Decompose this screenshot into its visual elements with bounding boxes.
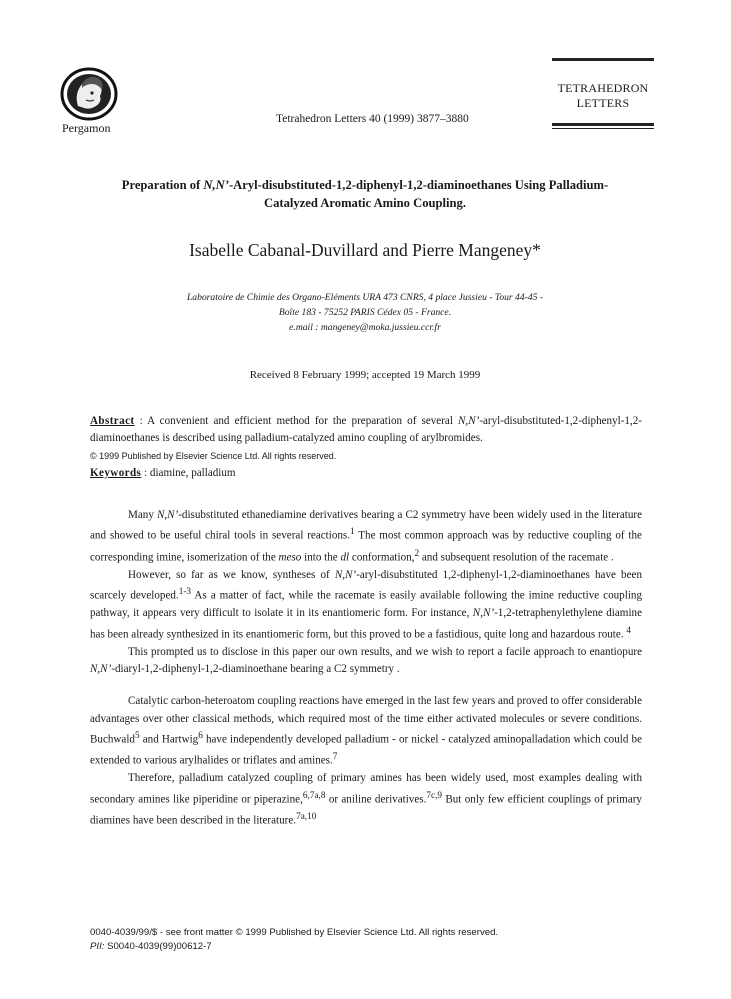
abstract-text: : A convenient and efficient method for the preparation of several bbox=[134, 415, 459, 427]
article-title bbox=[100, 176, 630, 212]
affiliation bbox=[100, 290, 630, 335]
affiliation-line2: Boîte 183 - 75252 PARIS Cédex 05 - France. bbox=[278, 307, 452, 318]
affiliation-line1: Laboratoire de Chimie des Organo-Eléments URA 473 CNRS, 4 place Jussieu - Tour 44-45 - bbox=[186, 292, 544, 303]
keywords-label: Keywords bbox=[90, 467, 142, 480]
abstract-text-cont: -aryl-disubstituted-1,2-diphenyl-1,2-diaminoethanes is described using palladium-catalyzed amino coupling of arylbromides. bbox=[90, 415, 642, 445]
title-text: Preparation of bbox=[121, 178, 204, 192]
received-dates: Received 8 February 1999; accepted 19 March 1999 bbox=[249, 369, 481, 381]
keywords bbox=[90, 465, 642, 482]
paragraph-2: However, so far as we know, syntheses of N,N’-aryl-disubstituted 1,2-diphenyl-1,2-diaminoethanes have been scarcely developed.$^{1-3}$ As a matter of fact, while the racemate is easily available following the imine reductive coupling pathway, it appears very difficult to isolate it in its enantiomeric form. For instance, N,N’-1,2-tetraphenylethylene diamine has been already synthesized in its enantiomeric form, but this proved to be a fastidious, quite long and hazardous route. $^4$ bbox=[90, 568, 642, 641]
pii-value: S0040-4039(99)00612-7 bbox=[104, 941, 212, 952]
bottom-rule-thin bbox=[552, 128, 654, 129]
footer-pii bbox=[90, 940, 498, 954]
bottom-rule bbox=[552, 123, 654, 126]
abstract-copyright: © 1999 Published by Elsevier Science Ltd. All rights reserved. bbox=[90, 450, 337, 461]
pergamon-logo-icon bbox=[58, 66, 120, 122]
keywords-text: : diamine, palladium bbox=[141, 467, 236, 480]
journal-citation: Tetrahedron Letters 40 (1999) 3877–3880 bbox=[276, 113, 469, 125]
paragraph-1: Many N,N’-disubstituted ethanediamine derivatives bearing a C2 symmetry have been widely used in the literature and showed to be useful chiral tools in several reactions.$^1$ The most common approach was by reductive coupling of the corresponding imine, isomerization of the meso into the dl conformation,$^2$ and subsequent resolution of the racemate . bbox=[90, 509, 642, 564]
paragraph-4: Catalytic carbon-heteroatom coupling reactions have emerged in the last few years and proved to offer considerable advantages over other classical methods, which required most of the time either activated molecules or severe conditions. Buchwald$^5$ and Hartwig$^6$ have independently developed palladium - or nickel - catalyzed aminopalladation which could be extended to various arylhalides or triflates and amines.$^7$ bbox=[90, 695, 642, 767]
paragraph-5: Therefore, palladium catalyzed coupling of primary amines has been widely used, most examples dealing with secondary amines like piperidine or piperazine,$^{6,7a,8}$ or aniline derivatives.$^{7c,9}$ But only few efficient couplings of primary diamines have been described in the literature.$^{7a,10}$ bbox=[90, 772, 642, 827]
journal-name-line2: LETTERS bbox=[576, 96, 630, 110]
footer-copyright: 0040-4039/99/$ - see front matter © 1999 Published by Elsevier Science Ltd. All rights reserved. bbox=[90, 927, 499, 938]
footer bbox=[90, 926, 498, 954]
author-list: Isabelle Cabanal-Duvillard and Pierre Mangeney* bbox=[189, 240, 541, 260]
journal-title-box bbox=[552, 58, 654, 129]
nn-italic: N,N’ bbox=[458, 415, 480, 427]
journal-name-line1: TETRAHEDRON bbox=[557, 81, 649, 95]
body-text bbox=[90, 507, 642, 830]
pii-label: PII: bbox=[90, 941, 105, 952]
abstract-label: Abstract bbox=[90, 415, 135, 427]
abstract bbox=[90, 413, 642, 483]
paragraph-3: This prompted us to disclose in this paper our own results, and we wish to report a facile approach to enantiopure N,N’-diaryl-1,2-diphenyl-1,2-diaminoethane bearing a C2 symmetry . bbox=[90, 645, 642, 675]
publisher-name: Pergamon bbox=[62, 121, 111, 135]
affiliation-email: e.mail : mangeney@moka.jussieu.ccr.fr bbox=[289, 322, 441, 333]
title-italic: N,N’ bbox=[203, 178, 229, 192]
title-text-cont: -Aryl-disubstituted-1,2-diphenyl-1,2-diaminoethanes Using Palladium-Catalyzed Aromatic Amino Coupling. bbox=[228, 178, 609, 210]
